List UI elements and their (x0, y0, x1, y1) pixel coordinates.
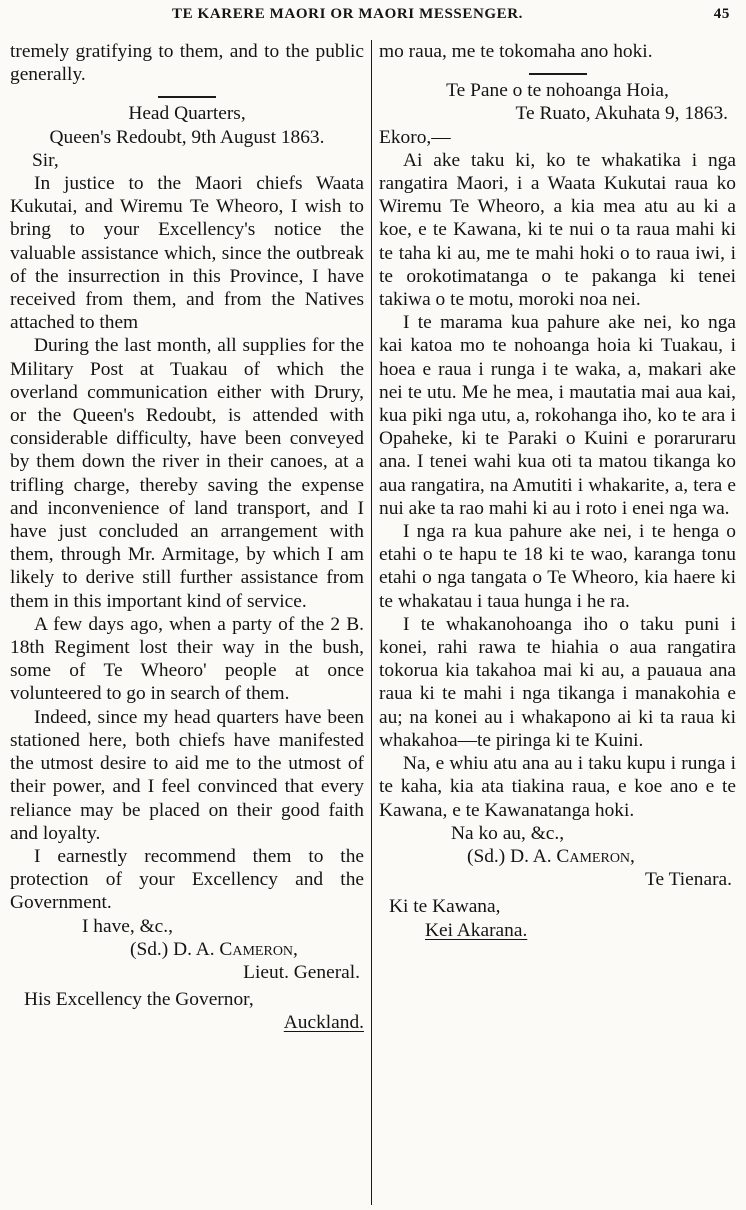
signature-line (130, 938, 364, 961)
page-header (0, 4, 746, 30)
addressee-place (10, 1011, 364, 1034)
signer-name: D. A. Cameron, (510, 845, 635, 867)
addressee: Ki te Kawana, (389, 896, 501, 918)
continuation-text: mo raua, me te tokomaha ano hoki. (379, 41, 653, 62)
section-rule (529, 73, 587, 75)
letter-heading-office: Te Pane o te nohoanga Hoia, (446, 80, 669, 102)
page-number: 45 (713, 6, 730, 22)
newspaper-title: TE KARERE MAORI OR MAORI MESSENGER. (172, 6, 524, 22)
addressee-place-text: Auckland. (283, 1012, 364, 1034)
maori-column (379, 40, 736, 1208)
letter-heading-place-date: Queen's Redoubt, 9th August 1863. (49, 126, 325, 148)
signature-line (467, 845, 736, 868)
continuation-text: tremely gratifying to them, and to the public generally. (10, 41, 364, 86)
letter-salutation: Ekoro,— (379, 126, 451, 148)
signer-rank: Te Tienara. (645, 869, 732, 891)
section-rule (158, 96, 216, 98)
letter-paragraph: Na, e whiu atu ana au i taku kupu i runga i te kaha, kia ata tiakina raua, e koe ano e te Kawana, e te Kawanatanga hoki. (379, 753, 736, 821)
letter-paragraph: During the last month, all supplies for the Military Post at Tuakau of which the overland communication either with Drury, or the Queen's Redoubt, is attended with considerable difficulty, have been conveyed by them down the river in their canoes, at a trifling charge, thereby saving the expense and inconvenience of land transport, and I have just concluded an arrangement with them, through Mr. Armitage, by which I am likely to derive still further assistance from them in this important kind of service. (10, 335, 364, 612)
letter-paragraph: A few days ago, when a party of the 2 B. 18th Regiment lost their way in the bush, some of Te Wheoro' people at once volunteered to go in search of them. (10, 613, 364, 705)
letter-paragraph: Indeed, since my head quarters have been stationed here, both chiefs have manifested the utmost desire to aid me to the utmost of their power, and I feel convinced that every reliance may be placed on their good faith and loyalty. (10, 706, 364, 844)
letter-salutation: Sir, (32, 149, 59, 171)
english-column (10, 40, 364, 1208)
signed-mark: (Sd.) (130, 938, 169, 960)
addressee: His Excellency the Governor, (24, 989, 254, 1011)
addressee-place (425, 919, 736, 942)
letter-heading-place-date: Te Ruato, Akuhata 9, 1863. (515, 103, 728, 125)
signed-mark: (Sd.) (467, 845, 506, 867)
letter-paragraph: In justice to the Maori chiefs Waata Kukutai, and Wiremu Te Wheoro, I wish to bring to your Excellency's notice the valuable assistance which, since the outbreak of the insurrection in this Province, I have received from them, and from the Natives attached to them (10, 173, 364, 334)
column-divider (371, 40, 372, 1205)
letter-paragraph: I te marama kua pahure ake nei, ko nga kai katoa mo te nohoanga hoia ki Tuakau, i hoea e raua i runga i te waka, a, makari ake nei te utu. Me he mea, i mautatia mai aua kai, kua piki nga utu, a, rokohanga iho, ko te ara i Opaheke, ki te Paraki o Kuini e poraruraru ana. I tenei wahi kua oti ta matou tikanga ko aua rangatira, na Amutiti i whakarite, a, tera e nui ake ta rao mahi ki au i roto i enei nga wa. (379, 312, 736, 519)
signer-name: D. A. Cameron, (173, 938, 298, 960)
addressee-place-text: Kei Akarana. (425, 919, 528, 941)
letter-paragraph: I nga ra kua pahure ake nei, i te henga o etahi o te hapu te 18 ki te wao, karanga tonu etahi o nga tangata o Te Wheoro, kia haere ki te whakatau i taua hunga i he ra. (379, 521, 736, 612)
letter-closing: Na ko au, &c., (451, 822, 565, 844)
letter-paragraph: I earnestly recommend them to the protection of your Excellency and the Government. (10, 845, 364, 914)
letter-paragraph: Ai ake taku ki, ko te whakatika i nga rangatira Maori, i a Waata Kukutai raua ko Wiremu Te Wheoro, a kia mea atu au ki a koe, e te Kawana, ki te nui o ta raua mahi ki te taha ki au, me te mahi hoki o to raua iwi, i te orokotimatanga o te pakanga ki tenei takiwa o te motu, moroki noa nei. (379, 149, 736, 311)
letter-closing: I have, &c., (82, 915, 173, 937)
letter-paragraph: I te whakanohoanga iho o taku puni i konei, rahi rawa te hiahia o aua rangatira tokorua kia takahoa mai ki au, a pauaua ana raua ki te mahi i nga tikanga i manakohia e au; na konei au i whakapono ai ki ta raua ki whakahoa—te piringa ki te Kuini. (379, 613, 736, 751)
signer-rank: Lieut. General. (243, 961, 360, 983)
letter-heading-office: Head Quarters, (128, 103, 246, 125)
